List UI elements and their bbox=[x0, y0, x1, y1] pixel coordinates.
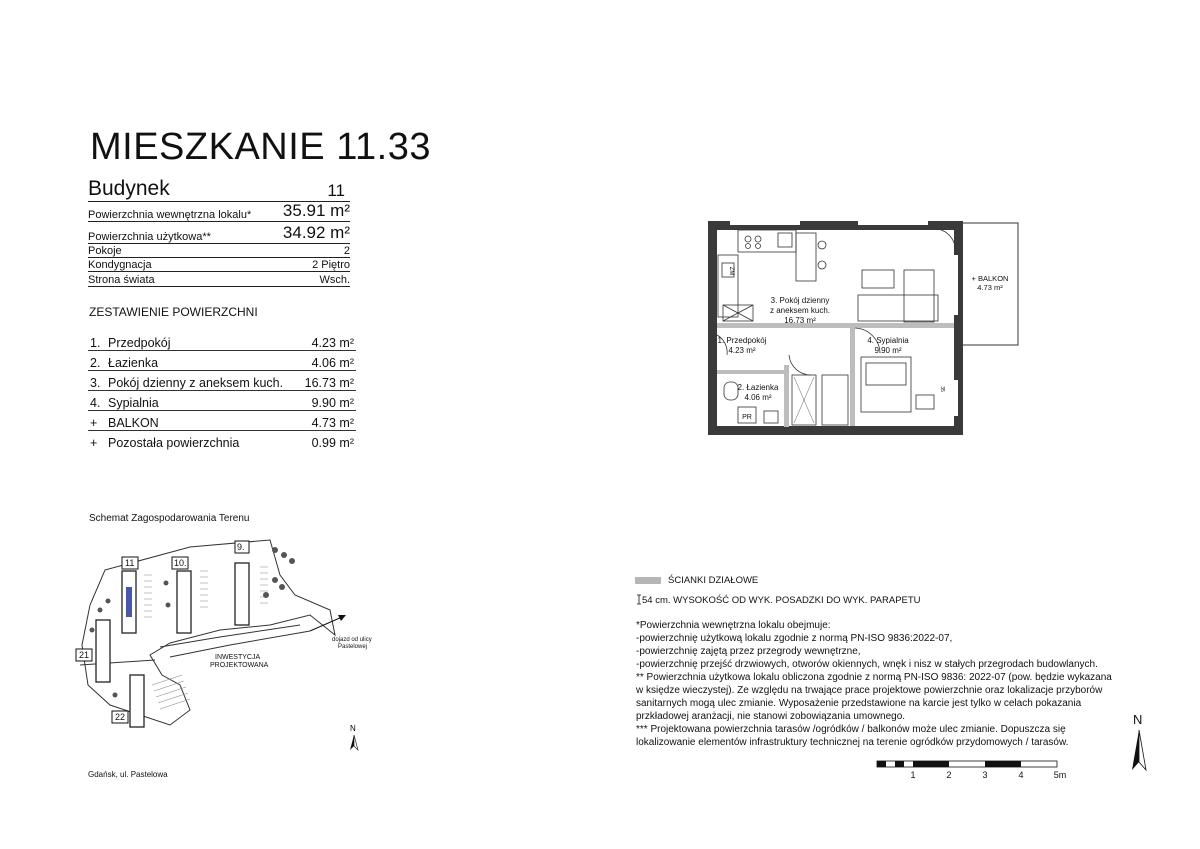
room2-label: 2. Łazienka bbox=[737, 383, 779, 392]
pr-label: PR bbox=[742, 414, 752, 421]
investment-label: INWESTYCJA bbox=[215, 654, 261, 661]
balcony-label: + BALKON bbox=[971, 274, 1009, 283]
internal-area-label: Powierzchnia wewnętrzna lokalu* bbox=[88, 209, 252, 221]
room-area: 4.23 m² bbox=[311, 336, 354, 350]
room-name: Pozostała powierzchnia bbox=[108, 436, 240, 450]
apartment-title: MIESZKANIE 11.33 bbox=[90, 126, 431, 168]
room-number: + bbox=[90, 436, 98, 450]
investment-label-2: PROJEKTOWANA bbox=[210, 662, 269, 669]
note-line: sanitarnych mogą ulec zmianie. Wyposażenie przedstawione na karcie jest tylko w celach pokazania bbox=[636, 698, 1082, 709]
room-row bbox=[88, 371, 356, 391]
summary-heading: ZESTAWIENIE POWIERZCHNI bbox=[89, 305, 258, 319]
usable-area-value: 34.92 m² bbox=[282, 223, 350, 242]
internal-area-value: 35.91 m² bbox=[282, 201, 350, 220]
orientation-label: Strona świata bbox=[88, 274, 155, 286]
room-row bbox=[88, 411, 356, 431]
legend-window-text: 54 cm. WYSOKOŚĆ OD WYK. POSADZKI DO WYK. PARAPETU bbox=[642, 595, 921, 606]
room1-label: 1. Przedpokój bbox=[717, 336, 767, 345]
room3-label: 3. Pokój dzienny bbox=[770, 296, 830, 305]
room-area: 0.99 m² bbox=[311, 436, 354, 450]
rooms-label: Pokoje bbox=[88, 245, 122, 257]
north-letter: N bbox=[1133, 712, 1143, 727]
floor-plan bbox=[700, 215, 1030, 445]
orientation-value: Wsch. bbox=[319, 274, 350, 286]
building-label-10: 10. bbox=[174, 558, 187, 568]
floor-value: 2 Piętro bbox=[312, 259, 350, 271]
room-number: 4. bbox=[90, 396, 101, 410]
zm-label: ZM bbox=[728, 266, 734, 276]
building-label-22: 22 bbox=[115, 712, 126, 722]
window-height-label: 35 bbox=[939, 386, 945, 392]
room-area: 4.73 m² bbox=[311, 416, 354, 430]
site-plan-title: Schemat Zagospodarowania Terenu bbox=[89, 513, 250, 524]
partition-walls-swatch bbox=[635, 577, 661, 584]
room-row bbox=[88, 331, 356, 351]
balcony-area: 4.73 m² bbox=[977, 283, 1003, 292]
building-label-9: 9. bbox=[237, 542, 245, 552]
room3-label-2: z aneksem kuch. bbox=[769, 306, 831, 315]
building-row bbox=[88, 174, 350, 202]
scale-bar bbox=[876, 760, 1076, 782]
room4-label: 4. Sypialnia bbox=[867, 336, 909, 345]
scale-label-4: 4 bbox=[1018, 770, 1024, 780]
note-line: -powierzchnię użytkową lokalu zgodnie z normą PN-ISO 9836:2022-07, bbox=[636, 633, 953, 644]
room-name: Przedpokój bbox=[108, 336, 171, 350]
rooms-value: 2 bbox=[343, 245, 350, 257]
room-number: + bbox=[90, 416, 98, 430]
room-number: 2. bbox=[90, 356, 101, 370]
room2-area: 4.06 m² bbox=[744, 393, 772, 402]
usable-area-row bbox=[88, 223, 350, 244]
footnotes bbox=[636, 619, 1136, 749]
building-label-11: 11 bbox=[125, 558, 135, 568]
floor-row bbox=[88, 257, 350, 272]
scale-label-1: 1 bbox=[910, 770, 916, 780]
room-number: 1. bbox=[90, 336, 101, 350]
room3-area: 16.73 m² bbox=[784, 316, 816, 325]
apartment-building-highlight bbox=[126, 587, 132, 617]
room-name: Sypialnia bbox=[108, 396, 159, 410]
room-number: 3. bbox=[90, 376, 101, 390]
internal-area-row bbox=[88, 201, 350, 222]
access-label-2: Pastelowej bbox=[338, 644, 368, 650]
note-line: w księdze wieczystej). Ze względu na trwające prace projektowe powierzchnie oraz lokalizacje przyborów bbox=[636, 685, 1103, 696]
note-line: ** Powierzchnia użytkowa lokalu obliczona zgodnie z normą PN-ISO 9836: 2022-07 (pow. będzie wykazana bbox=[636, 672, 1112, 683]
svg-text:N: N bbox=[350, 724, 356, 733]
room-area: 4.06 m² bbox=[311, 356, 354, 370]
floor-label: Kondygnacja bbox=[88, 259, 152, 271]
room4-area: 9.90 m² bbox=[874, 346, 902, 355]
room-row bbox=[88, 351, 356, 371]
building-label: Budynek bbox=[88, 177, 170, 200]
room-name: Pokój dzienny z aneksem kuch. bbox=[108, 376, 284, 390]
note-line: -powierzchnię przejść drzwiowych, otworów okiennych, wnęk i nisz w stałych przegrodach budowlanych. bbox=[636, 659, 1098, 670]
note-line: -powierzchnię zajętą przez przegrody wewnętrzne, bbox=[636, 646, 861, 657]
north-arrow-icon bbox=[1128, 712, 1152, 772]
orientation-row bbox=[88, 271, 350, 287]
scale-label-5: 5m bbox=[1053, 770, 1067, 780]
room-area: 9.90 m² bbox=[311, 396, 354, 410]
room1-area: 4.23 m² bbox=[728, 346, 756, 355]
access-label: dojazd od ulicy bbox=[332, 637, 372, 643]
room-list bbox=[88, 331, 356, 450]
note-line: przkładowej aranżacji, nie stanowi zobowiązania umownego. bbox=[636, 711, 906, 722]
site-plan-map bbox=[70, 535, 390, 765]
room-name: Łazienka bbox=[108, 356, 159, 370]
site-north-arrow-icon bbox=[350, 724, 358, 750]
building-value: 11 bbox=[327, 181, 345, 200]
note-line: lokalizowanie elementów infrastruktury technicznej na terenie ogródków przydomowych / tarasów. bbox=[636, 737, 1069, 748]
scale-label-2: 2 bbox=[946, 770, 952, 780]
room-row bbox=[88, 431, 356, 450]
scale-label-3: 3 bbox=[982, 770, 988, 780]
building-label-21: 21 bbox=[79, 650, 90, 660]
location-text: Gdańsk, ul. Pastelowa bbox=[88, 770, 168, 779]
note-line: *** Projektowana powierzchnia tarasów /ogródków / balkonów może ulec zmianie. Dopuszcza się bbox=[636, 724, 1066, 735]
rooms-row bbox=[88, 243, 350, 258]
room-name: BALKON bbox=[108, 416, 159, 430]
room-area: 16.73 m² bbox=[304, 376, 354, 390]
usable-area-label: Powierzchnia użytkowa** bbox=[88, 231, 211, 243]
legend-walls-text: ŚCIANKI DZIAŁOWE bbox=[668, 575, 759, 586]
note-line: *Powierzchnia wewnętrzna lokalu obejmuje: bbox=[636, 620, 831, 631]
room-row bbox=[88, 391, 356, 411]
